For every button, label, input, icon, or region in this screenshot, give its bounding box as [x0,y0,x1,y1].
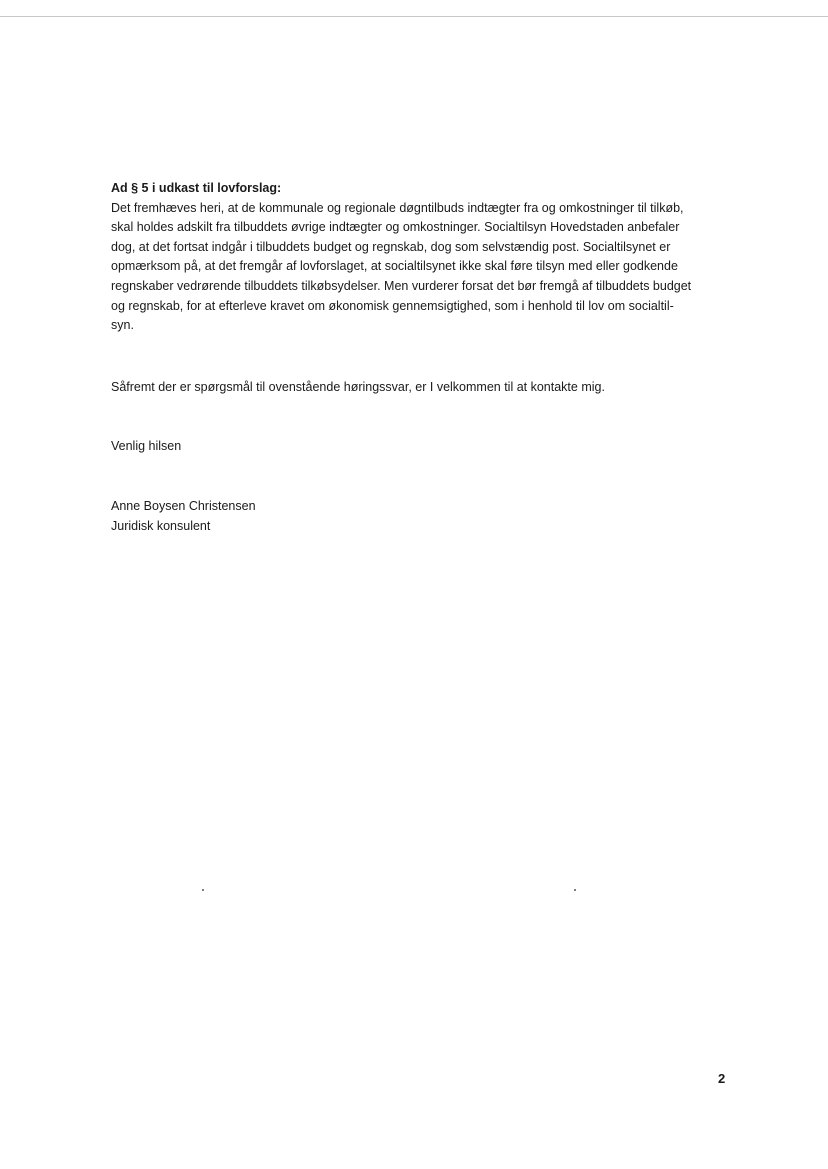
paragraph-line: syn. [111,318,134,333]
scan-top-edge [0,16,828,17]
page-number: 2 [718,1071,726,1086]
signature-name: Anne Boysen Christensen [111,499,256,513]
scan-speck [574,889,576,891]
paragraph-line: skal holdes adskilt fra tilbuddets øvrige indtægter og omkostninger. Socialtilsyn Hovedstaden anbefaler [111,220,680,235]
contact-sentence: Såfremt der er spørgsmål til ovenstående høringssvar, er I velkommen til at kontakte mig. [111,380,605,394]
signature-title: Juridisk konsulent [111,519,211,533]
paragraph-line: regnskaber vedrørende tilbuddets tilkøbsydelser. Men vurderer forsat det bør fremgå af tilbuddets budget [111,278,692,293]
paragraph-line: og regnskab, for at efterleve kravet om økonomisk gennemsigtighed, som i henhold til lov om socialtil- [111,298,674,313]
scan-speck [202,889,204,891]
section-paragraph [111,199,733,336]
paragraph-line: Det fremhæves heri, at de kommunale og regionale døgntilbuds indtægter fra og omkostninger til tilkøb, [111,200,684,215]
paragraph-line: dog, at det fortsat indgår i tilbuddets budget og regnskab, dog som selvstændig post. Socialtilsynet er [111,239,671,254]
paragraph-line: opmærksom på, at det fremgår af lovforslaget, at socialtilsynet ikke skal føre tilsyn med eller godkende [111,259,678,274]
section-heading: Ad § 5 i udkast til lovforslag: [111,181,282,195]
letter-body [111,179,733,533]
closing-greeting: Venlig hilsen [111,439,182,453]
